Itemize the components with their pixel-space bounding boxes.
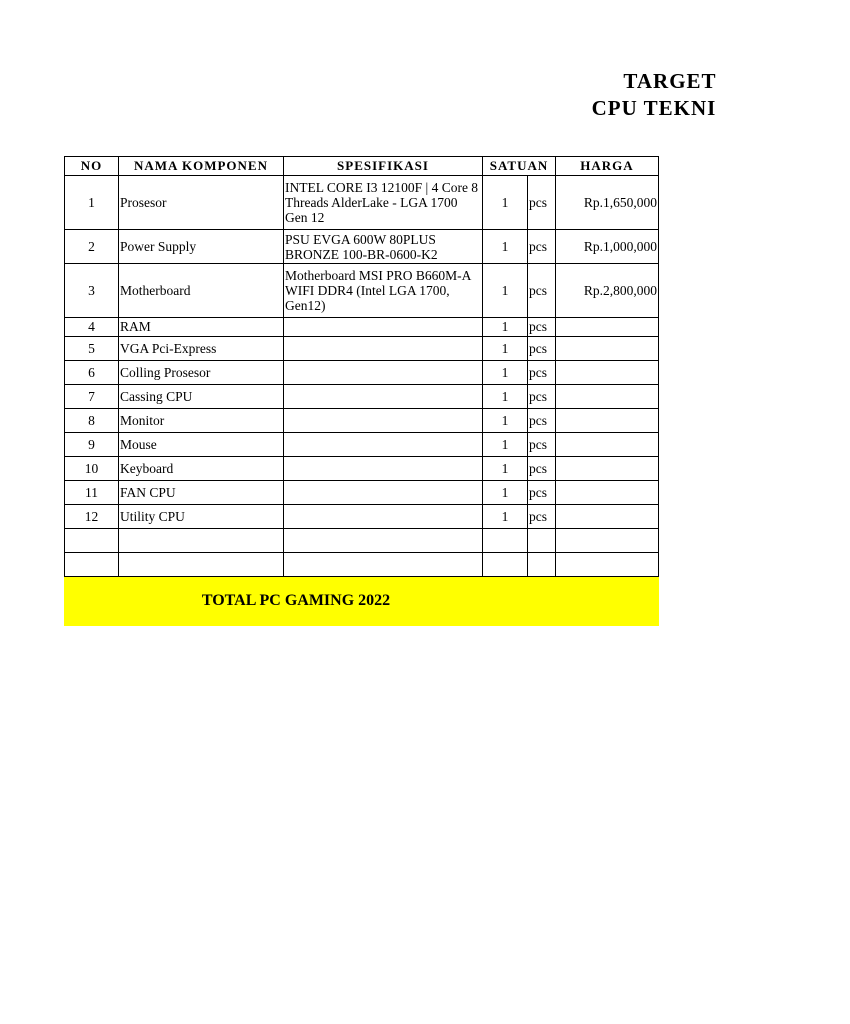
cell-spec <box>284 481 483 505</box>
cell-price <box>556 505 659 529</box>
empty-cell <box>65 553 119 577</box>
cell-no: 6 <box>65 361 119 385</box>
table-row <box>65 230 659 264</box>
component-table <box>64 156 659 626</box>
cell-spec: Motherboard MSI PRO B660M-A WIFI DDR4 (Intel LGA 1700, Gen12) <box>284 264 483 318</box>
cell-qty: 1 <box>483 457 528 481</box>
empty-cell <box>65 529 119 553</box>
cell-price <box>556 361 659 385</box>
cell-unit: pcs <box>528 176 556 230</box>
empty-cell <box>483 553 528 577</box>
table-row <box>65 318 659 337</box>
cell-qty: 1 <box>483 264 528 318</box>
cell-name: Motherboard <box>119 264 284 318</box>
cell-spec <box>284 337 483 361</box>
cell-unit: pcs <box>528 505 556 529</box>
title-line-2: CPU TEKNI <box>591 96 717 120</box>
empty-cell <box>556 553 659 577</box>
table-row <box>65 481 659 505</box>
empty-cell <box>119 529 284 553</box>
title-line-1: TARGET <box>623 69 717 93</box>
cell-qty: 1 <box>483 385 528 409</box>
cell-spec <box>284 385 483 409</box>
cell-price: Rp.1,000,000 <box>556 230 659 264</box>
table-row <box>65 361 659 385</box>
table-row <box>65 385 659 409</box>
cell-spec <box>284 361 483 385</box>
table-row <box>65 505 659 529</box>
cell-spec <box>284 505 483 529</box>
cell-unit: pcs <box>528 361 556 385</box>
cell-unit: pcs <box>528 337 556 361</box>
cell-spec <box>284 433 483 457</box>
cell-qty: 1 <box>483 433 528 457</box>
cell-unit: pcs <box>528 457 556 481</box>
cell-price <box>556 433 659 457</box>
cell-name: VGA Pci-Express <box>119 337 284 361</box>
cell-no: 5 <box>65 337 119 361</box>
table-row <box>65 433 659 457</box>
cell-qty: 1 <box>483 230 528 264</box>
cell-qty: 1 <box>483 361 528 385</box>
header-spesifikasi: SPESIFIKASI <box>284 157 483 176</box>
empty-row <box>65 553 659 577</box>
cell-name: Utility CPU <box>119 505 284 529</box>
cell-price <box>556 409 659 433</box>
cell-unit: pcs <box>528 481 556 505</box>
total-row <box>65 577 659 626</box>
table-row <box>65 337 659 361</box>
cell-no: 9 <box>65 433 119 457</box>
cell-unit: pcs <box>528 385 556 409</box>
empty-cell <box>119 553 284 577</box>
cell-no: 3 <box>65 264 119 318</box>
table-row <box>65 457 659 481</box>
cell-spec <box>284 318 483 337</box>
table-header-row <box>65 157 659 176</box>
cell-unit: pcs <box>528 409 556 433</box>
cell-price <box>556 385 659 409</box>
cell-spec: PSU EVGA 600W 80PLUS BRONZE 100-BR-0600-K2 <box>284 230 483 264</box>
cell-name: Monitor <box>119 409 284 433</box>
cell-name: RAM <box>119 318 284 337</box>
cell-name: Mouse <box>119 433 284 457</box>
cell-name: FAN CPU <box>119 481 284 505</box>
cell-no: 1 <box>65 176 119 230</box>
empty-row <box>65 529 659 553</box>
cell-unit: pcs <box>528 433 556 457</box>
cell-unit: pcs <box>528 318 556 337</box>
header-harga: HARGA <box>556 157 659 176</box>
cell-price <box>556 457 659 481</box>
cell-price <box>556 337 659 361</box>
cell-qty: 1 <box>483 318 528 337</box>
empty-cell <box>284 529 483 553</box>
cell-qty: 1 <box>483 409 528 433</box>
total-label: TOTAL PC GAMING 2022 <box>65 577 528 626</box>
table-row <box>65 176 659 230</box>
cell-qty: 1 <box>483 481 528 505</box>
table-row <box>65 409 659 433</box>
cell-spec <box>284 409 483 433</box>
header-no: NO <box>65 157 119 176</box>
cell-name: Prosesor <box>119 176 284 230</box>
cell-price: Rp.2,800,000 <box>556 264 659 318</box>
cell-qty: 1 <box>483 337 528 361</box>
total-value <box>528 577 659 626</box>
cell-qty: 1 <box>483 176 528 230</box>
cell-name: Keyboard <box>119 457 284 481</box>
empty-cell <box>528 553 556 577</box>
cell-name: Colling Prosesor <box>119 361 284 385</box>
cell-no: 7 <box>65 385 119 409</box>
cell-no: 11 <box>65 481 119 505</box>
empty-cell <box>556 529 659 553</box>
cell-price: Rp.1,650,000 <box>556 176 659 230</box>
cell-no: 8 <box>65 409 119 433</box>
cell-unit: pcs <box>528 230 556 264</box>
cell-qty: 1 <box>483 505 528 529</box>
cell-unit: pcs <box>528 264 556 318</box>
cell-name: Cassing CPU <box>119 385 284 409</box>
empty-cell <box>284 553 483 577</box>
empty-cell <box>483 529 528 553</box>
cell-spec <box>284 457 483 481</box>
cell-no: 12 <box>65 505 119 529</box>
cell-price <box>556 318 659 337</box>
header-satuan: SATUAN <box>483 157 556 176</box>
cell-no: 4 <box>65 318 119 337</box>
cell-name: Power Supply <box>119 230 284 264</box>
cell-no: 2 <box>65 230 119 264</box>
empty-cell <box>528 529 556 553</box>
cell-price <box>556 481 659 505</box>
header-nama-komponen: NAMA KOMPONEN <box>119 157 284 176</box>
table-row <box>65 264 659 318</box>
cell-no: 10 <box>65 457 119 481</box>
cell-spec: INTEL CORE I3 12100F | 4 Core 8 Threads AlderLake - LGA 1700 Gen 12 <box>284 176 483 230</box>
